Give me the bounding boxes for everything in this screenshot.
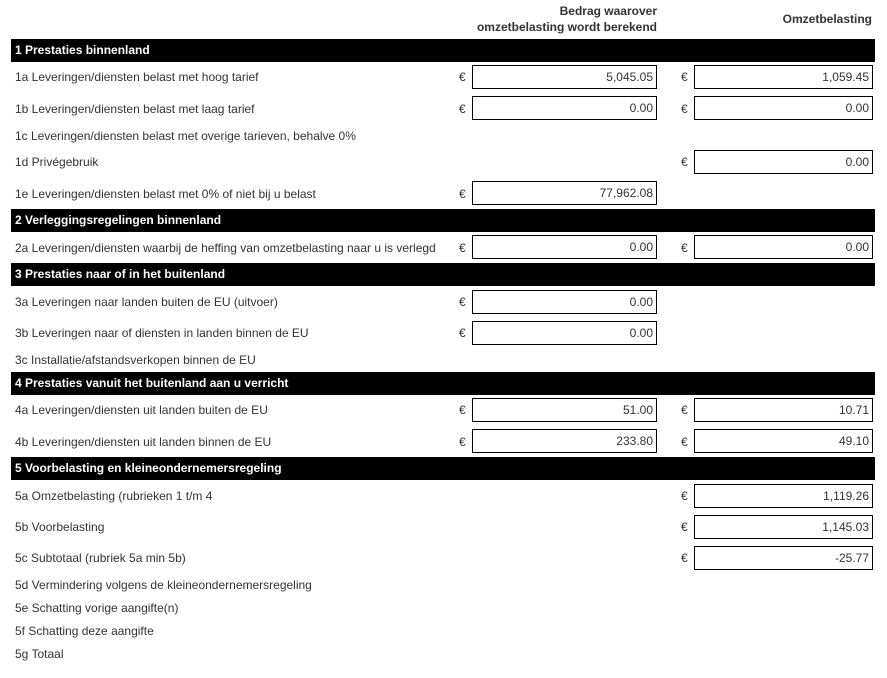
euro-icon: € bbox=[681, 403, 688, 417]
row-5e bbox=[0, 599, 887, 619]
amount-field-1b-base[interactable]: 0.00 bbox=[472, 96, 657, 120]
row-label-4a: 4a Leveringen/diensten uit landen buiten de EU bbox=[15, 403, 268, 417]
row-5f bbox=[0, 622, 887, 642]
row-label-5f: 5f Schatting deze aangifte bbox=[15, 624, 154, 638]
euro-icon: € bbox=[459, 187, 466, 201]
row-5c bbox=[0, 545, 887, 571]
row-5a bbox=[0, 483, 887, 509]
amount-field-5a-tax[interactable]: 1,119.26 bbox=[694, 484, 873, 508]
euro-icon: € bbox=[681, 155, 688, 169]
row-5g bbox=[0, 645, 887, 665]
column-header-base-line2: omzetbelasting wordt berekend bbox=[476, 20, 657, 34]
row-label-5d: 5d Vermindering volgens de kleineondernemersregeling bbox=[15, 578, 312, 592]
euro-icon: € bbox=[459, 326, 466, 340]
euro-icon: € bbox=[681, 489, 688, 503]
amount-field-5b-tax[interactable]: 1,145.03 bbox=[694, 515, 873, 539]
euro-icon: € bbox=[681, 70, 688, 84]
row-1a bbox=[0, 64, 887, 90]
column-header-tax: Omzetbelasting bbox=[782, 12, 872, 26]
row-5d bbox=[0, 576, 887, 596]
amount-field-2a-tax[interactable]: 0.00 bbox=[694, 235, 873, 259]
row-4b bbox=[0, 428, 887, 454]
row-3b bbox=[0, 320, 887, 346]
amount-field-4b-tax[interactable]: 49.10 bbox=[694, 429, 873, 453]
row-label-1d: 1d Privégebruik bbox=[15, 155, 99, 169]
section-header-1: 1 Prestaties binnenland bbox=[11, 39, 875, 62]
row-label-5c: 5c Subtotaal (rubriek 5a min 5b) bbox=[15, 551, 186, 565]
column-header-base-line1: Bedrag waarover bbox=[559, 4, 657, 18]
amount-field-5c-tax[interactable]: -25.77 bbox=[694, 546, 873, 570]
euro-icon: € bbox=[459, 102, 466, 116]
euro-icon: € bbox=[681, 102, 688, 116]
row-1d bbox=[0, 149, 887, 175]
euro-icon: € bbox=[681, 241, 688, 255]
row-label-1a: 1a Leveringen/diensten belast met hoog tarief bbox=[15, 70, 259, 84]
row-label-1c: 1c Leveringen/diensten belast met overige tarieven, behalve 0% bbox=[15, 129, 356, 143]
section-header-2: 2 Verleggingsregelingen binnenland bbox=[11, 209, 875, 232]
amount-field-4b-base[interactable]: 233.80 bbox=[472, 429, 657, 453]
row-2a bbox=[0, 234, 887, 260]
section-header-5: 5 Voorbelasting en kleineondernemersregeling bbox=[11, 457, 875, 480]
section-header-4: 4 Prestaties vanuit het buitenland aan u verricht bbox=[11, 372, 875, 395]
amount-field-1b-tax[interactable]: 0.00 bbox=[694, 96, 873, 120]
row-label-5e: 5e Schatting vorige aangifte(n) bbox=[15, 601, 179, 615]
euro-icon: € bbox=[459, 241, 466, 255]
row-label-1e: 1e Leveringen/diensten belast met 0% of niet bij u belast bbox=[15, 187, 316, 201]
amount-field-1a-base[interactable]: 5,045.05 bbox=[472, 65, 657, 89]
row-label-3b: 3b Leveringen naar of diensten in landen binnen de EU bbox=[15, 326, 309, 340]
amount-field-3b-base[interactable]: 0.00 bbox=[472, 321, 657, 345]
amount-field-1e-base[interactable]: 77,962.08 bbox=[472, 181, 657, 205]
row-label-3c: 3c Installatie/afstandsverkopen binnen de EU bbox=[15, 353, 256, 367]
row-1e bbox=[0, 180, 887, 206]
euro-icon: € bbox=[681, 520, 688, 534]
row-1b bbox=[0, 95, 887, 121]
euro-icon: € bbox=[459, 295, 466, 309]
amount-field-4a-base[interactable]: 51.00 bbox=[472, 398, 657, 422]
row-5b bbox=[0, 514, 887, 540]
row-3c bbox=[0, 350, 887, 370]
euro-icon: € bbox=[681, 435, 688, 449]
row-label-3a: 3a Leveringen naar landen buiten de EU (uitvoer) bbox=[15, 295, 278, 309]
amount-field-3a-base[interactable]: 0.00 bbox=[472, 290, 657, 314]
row-4a bbox=[0, 397, 887, 423]
amount-field-1a-tax[interactable]: 1,059.45 bbox=[694, 65, 873, 89]
row-label-2a: 2a Leveringen/diensten waarbij de heffing van omzetbelasting naar u is verlegd bbox=[15, 241, 436, 255]
amount-field-2a-base[interactable]: 0.00 bbox=[472, 235, 657, 259]
row-label-5b: 5b Voorbelasting bbox=[15, 520, 105, 534]
amount-field-1d-tax[interactable]: 0.00 bbox=[694, 150, 873, 174]
column-header-base bbox=[440, 3, 657, 35]
row-1c bbox=[0, 126, 887, 146]
row-label-5g: 5g Totaal bbox=[15, 647, 64, 661]
row-label-4b: 4b Leveringen/diensten uit landen binnen de EU bbox=[15, 435, 272, 449]
euro-icon: € bbox=[459, 70, 466, 84]
euro-icon: € bbox=[459, 435, 466, 449]
section-header-3: 3 Prestaties naar of in het buitenland bbox=[11, 263, 875, 286]
euro-icon: € bbox=[681, 551, 688, 565]
euro-icon: € bbox=[459, 403, 466, 417]
amount-field-4a-tax[interactable]: 10.71 bbox=[694, 398, 873, 422]
row-label-1b: 1b Leveringen/diensten belast met laag tarief bbox=[15, 102, 255, 116]
row-label-5a: 5a Omzetbelasting (rubrieken 1 t/m 4 bbox=[15, 489, 213, 503]
row-3a bbox=[0, 289, 887, 315]
